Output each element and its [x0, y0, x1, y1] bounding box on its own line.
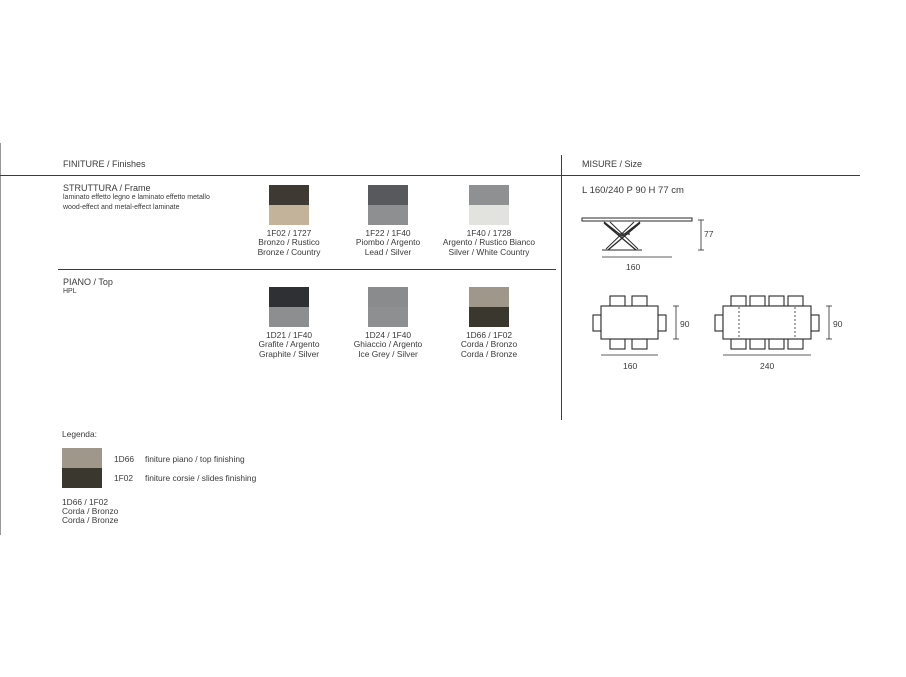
finish-swatch [269, 185, 309, 225]
finish-name-en: Lead / Silver [364, 246, 412, 257]
finish-name-en: Silver / White Country [448, 246, 530, 257]
legend-swatch [62, 448, 102, 488]
finish-name-it: Grafite / Argento [258, 339, 320, 350]
plan-large-width-label: 240 [760, 361, 775, 371]
legend-slide-text: finiture corsie / slides finishing [145, 473, 257, 483]
plan-small-drawing [590, 292, 690, 362]
finish-name-it: Bronzo / Rustico [258, 237, 320, 248]
finish-swatch [269, 287, 309, 327]
finish-code: 1D66 / 1F02 [465, 330, 513, 340]
finish-name-en: Corda / Bronze [460, 348, 518, 359]
frame-desc-it: laminato effetto legno e laminato effetto metallo [63, 194, 210, 201]
finish-name-it: Ghiaccio / Argento [353, 339, 423, 350]
finish-code: 1F02 / 1727 [266, 228, 312, 238]
plan-large-drawing [712, 292, 852, 362]
sizes-header: MISURE / Size [582, 159, 643, 169]
side-width-label: 160 [626, 262, 641, 272]
finish-caption [434, 229, 544, 257]
finishes-header: FINITURE / Finishes [63, 159, 146, 169]
legend-top-code: 1D66 [114, 454, 135, 464]
finish-caption [434, 331, 544, 359]
column-divider [561, 155, 562, 420]
finish-swatch [368, 185, 408, 225]
swatch-top-color [469, 185, 509, 205]
legend-swatch-bottom [62, 468, 102, 488]
finish-code: 1F22 / 1F40 [365, 228, 411, 238]
swatch-bottom-color [368, 307, 408, 327]
finish-code: 1D21 / 1F40 [265, 330, 313, 340]
finish-name-it: Argento / Rustico Bianco [442, 237, 536, 248]
section-rule [58, 269, 556, 270]
legend-top-text: finiture piano / top finishing [145, 454, 245, 464]
plan-large-depth-label: 90 [833, 319, 843, 329]
swatch-bottom-color [368, 205, 408, 225]
legend-example-en: Corda / Bronze [62, 515, 119, 525]
plan-small-width-label: 160 [623, 361, 638, 371]
sizes-dimensions: L 160/240 P 90 H 77 cm [582, 185, 684, 196]
swatch-bottom-color [469, 307, 509, 327]
finish-name-en: Bronze / Country [257, 246, 321, 257]
legend-example-code: 1D66 / 1F02 [62, 497, 109, 507]
swatch-top-color [368, 287, 408, 307]
swatch-bottom-color [469, 205, 509, 225]
plan-small-depth-label: 90 [680, 319, 690, 329]
finish-code: 1D24 / 1F40 [364, 330, 412, 340]
swatch-top-color [269, 287, 309, 307]
finish-code: 1F40 / 1728 [466, 228, 512, 238]
side-height-label: 77 [704, 229, 714, 239]
finish-name-it: Corda / Bronzo [460, 339, 518, 350]
swatch-top-color [269, 185, 309, 205]
finish-swatch [368, 287, 408, 327]
finish-swatch [469, 185, 509, 225]
finish-name-en: Graphite / Silver [258, 348, 320, 359]
finish-caption [333, 229, 443, 257]
legend-example-it: Corda / Bronzo [62, 506, 119, 516]
left-border [0, 143, 1, 535]
side-view-drawing [580, 212, 720, 274]
legend-title: Legenda: [62, 429, 97, 439]
header-rule [0, 175, 860, 176]
frame-desc-en: wood-effect and metal-effect laminate [63, 204, 180, 211]
legend-slide-code: 1F02 [114, 473, 134, 483]
legend-swatch-top [62, 448, 102, 468]
swatch-bottom-color [269, 205, 309, 225]
finish-name-it: Piombo / Argento [355, 237, 421, 248]
finish-caption [234, 331, 344, 359]
top-desc: HPL [63, 288, 77, 295]
finish-swatch [469, 287, 509, 327]
frame-title: STRUTTURA / Frame [63, 183, 151, 193]
finish-name-en: Ice Grey / Silver [358, 348, 418, 359]
top-title: PIANO / Top [63, 277, 113, 287]
finish-caption [234, 229, 344, 257]
finish-caption [333, 331, 443, 359]
swatch-bottom-color [269, 307, 309, 327]
swatch-top-color [469, 287, 509, 307]
swatch-top-color [368, 185, 408, 205]
